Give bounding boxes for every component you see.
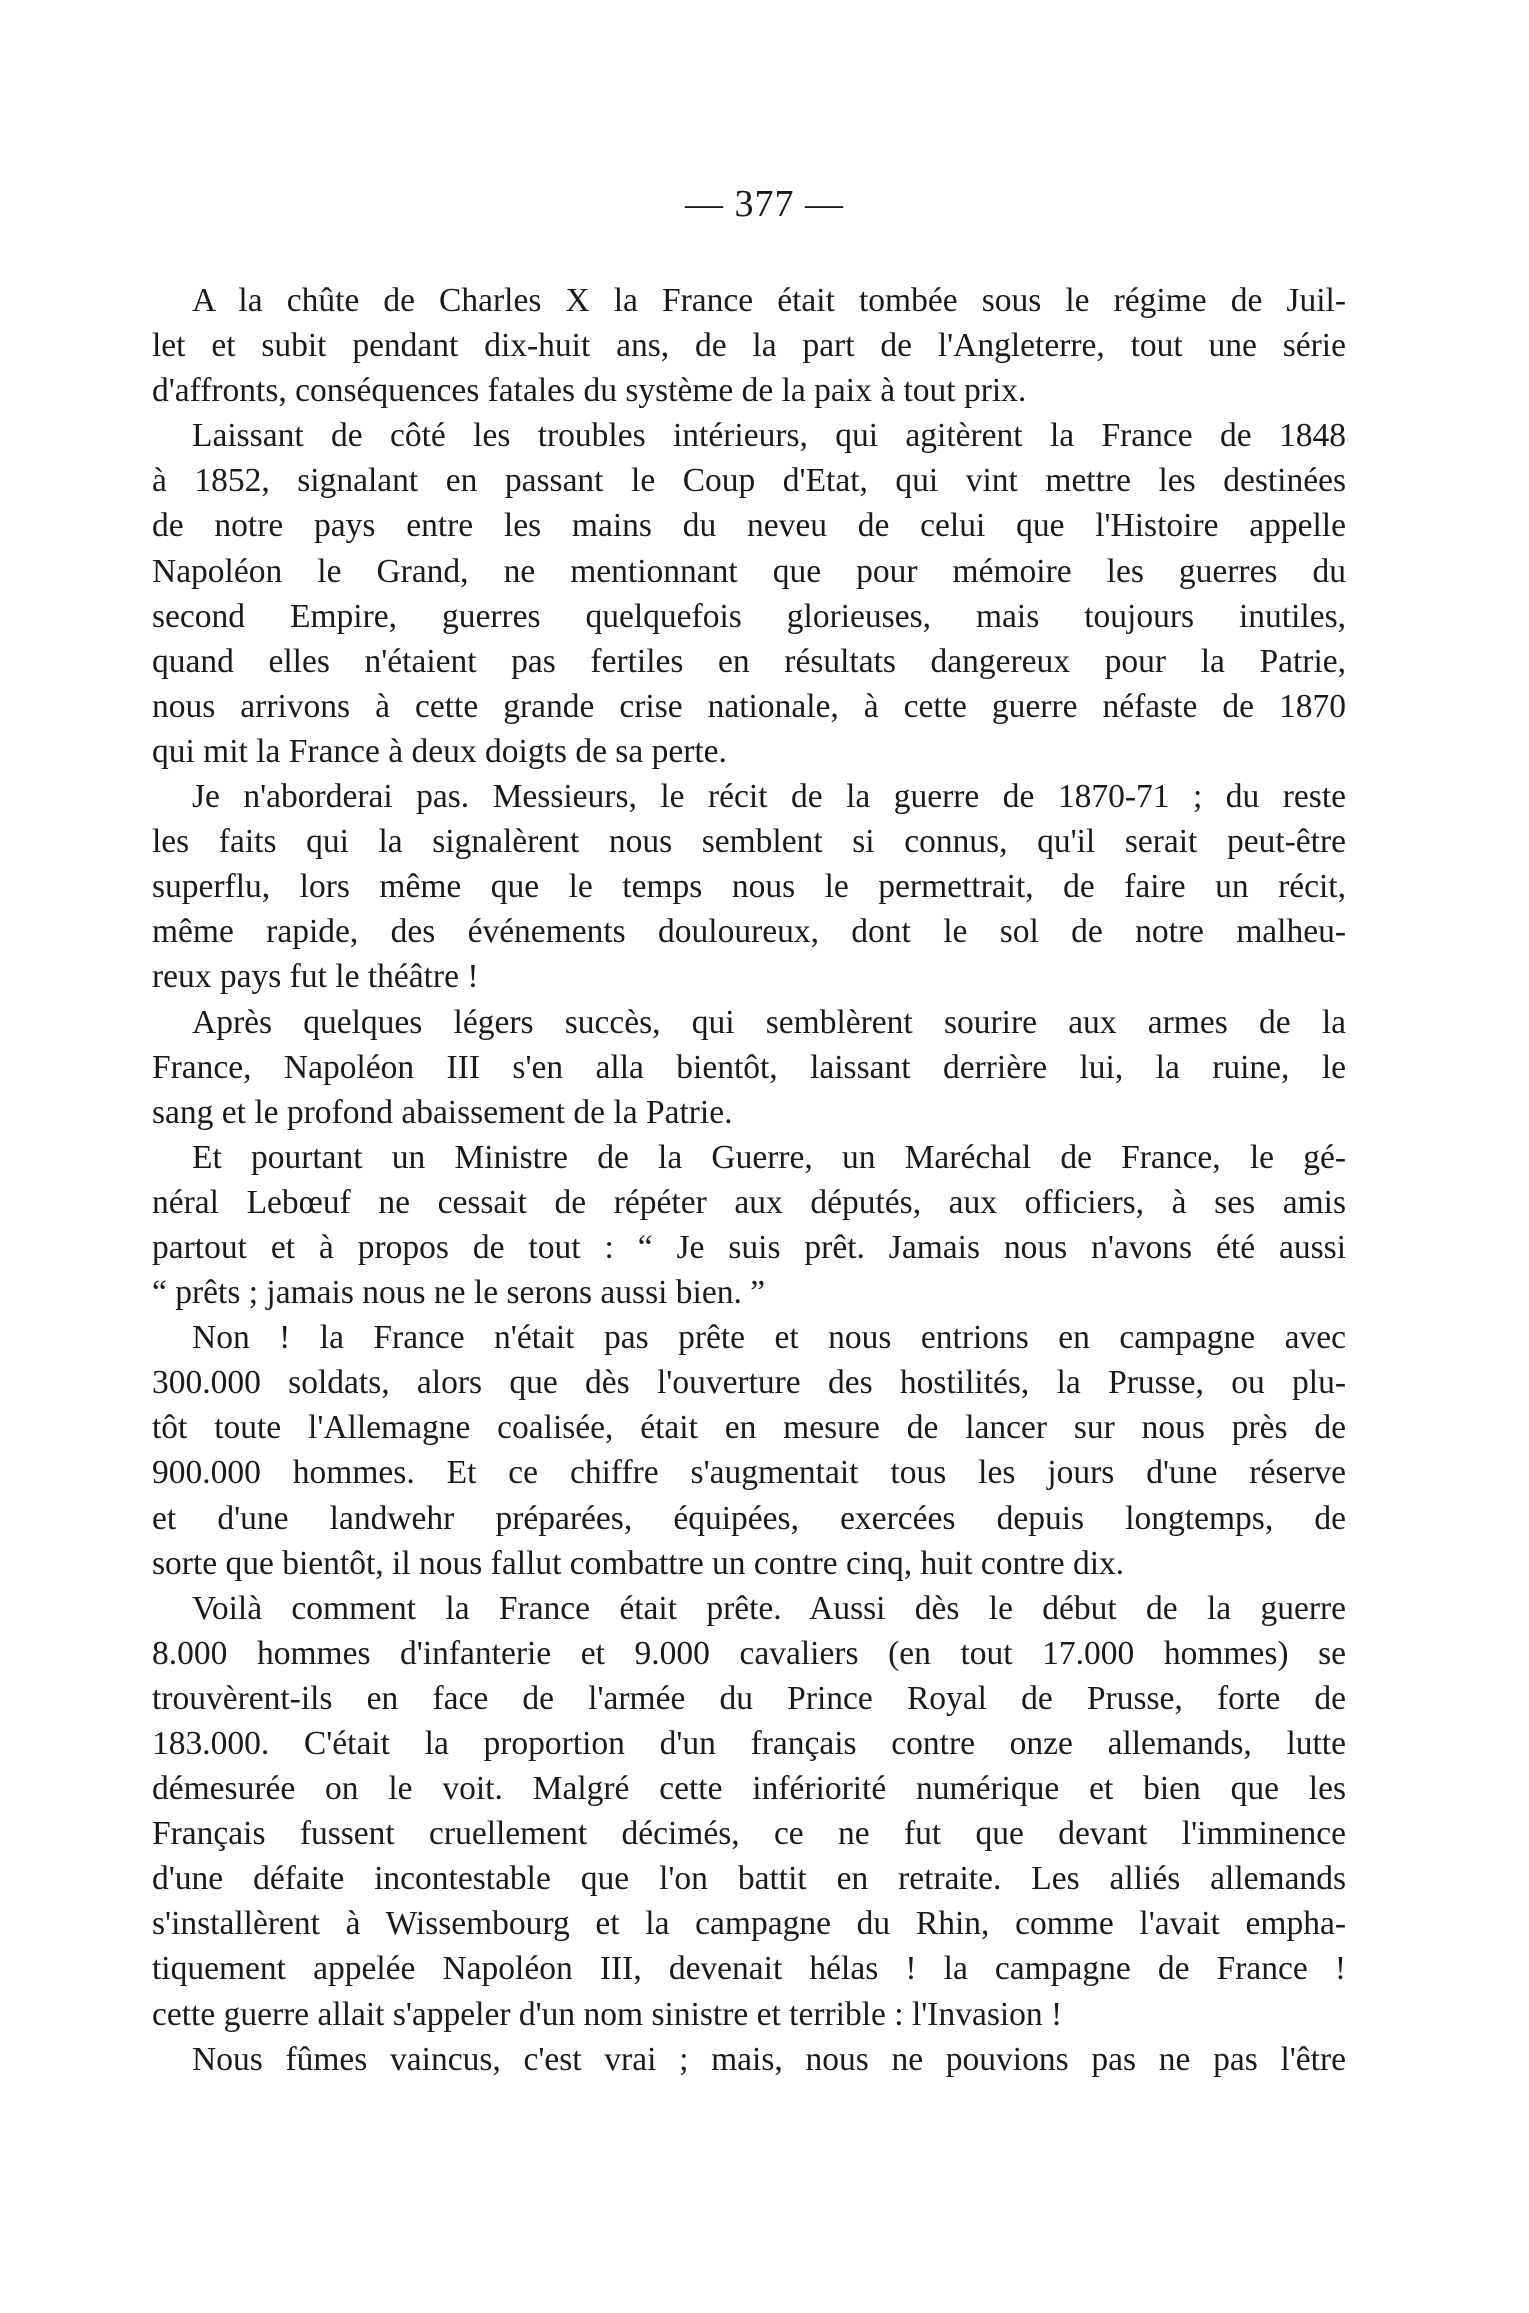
text-line: Après quelques légers succès, qui semblèrent sourire aux armes de la	[192, 1003, 1346, 1041]
text-line: Je n'aborderai pas. Messieurs, le récit de la guerre de 1870-71 ; du reste	[192, 778, 1346, 816]
text-line: d'une défaite incontestable que l'on battit en retraite. Les alliés allemands	[152, 1860, 1346, 1898]
text-line: Napoléon le Grand, ne mentionnant que pour mémoire les guerres du	[152, 552, 1346, 590]
text-line: partout et à propos de tout : “ Je suis prêt. Jamais nous n'avons été aussi	[152, 1228, 1346, 1266]
text-line: néral Lebœuf ne cessait de répéter aux députés, aux officiers, à ses amis	[152, 1183, 1346, 1221]
text-line: A la chûte de Charles X la France était tombée sous le régime de Juil-	[192, 282, 1346, 319]
text-line: à 1852, signalant en passant le Coup d'Etat, qui vint mettre les destinées	[152, 462, 1346, 500]
body-text	[152, 278, 1346, 2082]
text-line: démesurée on le voit. Malgré cette infériorité numérique et bien que les	[152, 1770, 1346, 1808]
text-line: trouvèrent-ils en face de l'armée du Prince Royal de Prusse, forte de	[152, 1679, 1346, 1717]
text-line: Non ! la France n'était pas prête et nous entrions en campagne avec	[192, 1319, 1346, 1357]
text-line: 300.000 soldats, alors que dès l'ouverture des hostilités, la Prusse, ou plu-	[152, 1364, 1346, 1402]
text-line: Voilà comment la France était prête. Aussi dès le début de la guerre	[192, 1589, 1346, 1627]
text-line: et d'une landwehr préparées, équipées, exercées depuis longtemps, de	[152, 1499, 1346, 1537]
text-line: superflu, lors même que le temps nous le permettrait, de faire un récit,	[152, 868, 1346, 906]
text-line: cette guerre allait s'appeler d'un nom sinistre et terrible : l'Invasion !	[152, 1995, 1063, 2033]
text-line: 8.000 hommes d'infanterie et 9.000 cavaliers (en tout 17.000 hommes) se	[152, 1634, 1346, 1672]
text-line: même rapide, des événements douloureux, dont le sol de notre malheu-	[152, 913, 1346, 951]
text-line: let et subit pendant dix-huit ans, de la part de l'Angleterre, tout une série	[152, 327, 1346, 365]
text-line: Laissant de côté les troubles intérieurs, qui agitèrent la France de 1848	[192, 417, 1346, 455]
text-line: s'installèrent à Wissembourg et la campagne du Rhin, comme l'avait empha-	[152, 1905, 1346, 1943]
text-line: France, Napoléon III s'en alla bientôt, laissant derrière lui, la ruine, le	[152, 1048, 1346, 1086]
text-line: Français fussent cruellement décimés, ce ne fut que devant l'imminence	[152, 1815, 1346, 1853]
text-line: les faits qui la signalèrent nous semblent si connus, qu'il serait peut-être	[152, 823, 1346, 861]
text-line: de notre pays entre les mains du neveu de celui que l'Histoire appelle	[152, 507, 1346, 545]
text-line: qui mit la France à deux doigts de sa perte.	[152, 732, 727, 770]
text-line: Nous fûmes vaincus, c'est vrai ; mais, nous ne pouvions pas ne pas l'être	[192, 2040, 1346, 2078]
text-line: “ prêts ; jamais nous ne le serons aussi bien. ”	[152, 1274, 766, 1312]
text-line: 183.000. C'était la proportion d'un français contre onze allemands, lutte	[152, 1725, 1346, 1762]
text-line: sorte que bientôt, il nous fallut combattre un contre cinq, huit contre dix.	[152, 1544, 1125, 1582]
text-line: 900.000 hommes. Et ce chiffre s'augmentait tous les jours d'une réserve	[152, 1454, 1346, 1492]
text-line: second Empire, guerres quelquefois glorieuses, mais toujours inutiles,	[152, 597, 1346, 635]
text-line: reux pays fut le théâtre !	[152, 958, 479, 996]
page-number: — 377 —	[685, 183, 844, 225]
text-line: tôt toute l'Allemagne coalisée, était en mesure de lancer sur nous près de	[152, 1409, 1346, 1447]
text-line: sang et le profond abaissement de la Patrie.	[152, 1093, 733, 1131]
text-line: Et pourtant un Ministre de la Guerre, un Maréchal de France, le gé-	[192, 1138, 1346, 1176]
text-line: tiquement appelée Napoléon III, devenait hélas ! la campagne de France !	[152, 1950, 1346, 1988]
text-line: nous arrivons à cette grande crise nationale, à cette guerre néfaste de 1870	[152, 687, 1346, 725]
text-line: quand elles n'étaient pas fertiles en résultats dangereux pour la Patrie,	[152, 642, 1346, 680]
text-line: d'affronts, conséquences fatales du système de la paix à tout prix.	[152, 372, 1027, 410]
